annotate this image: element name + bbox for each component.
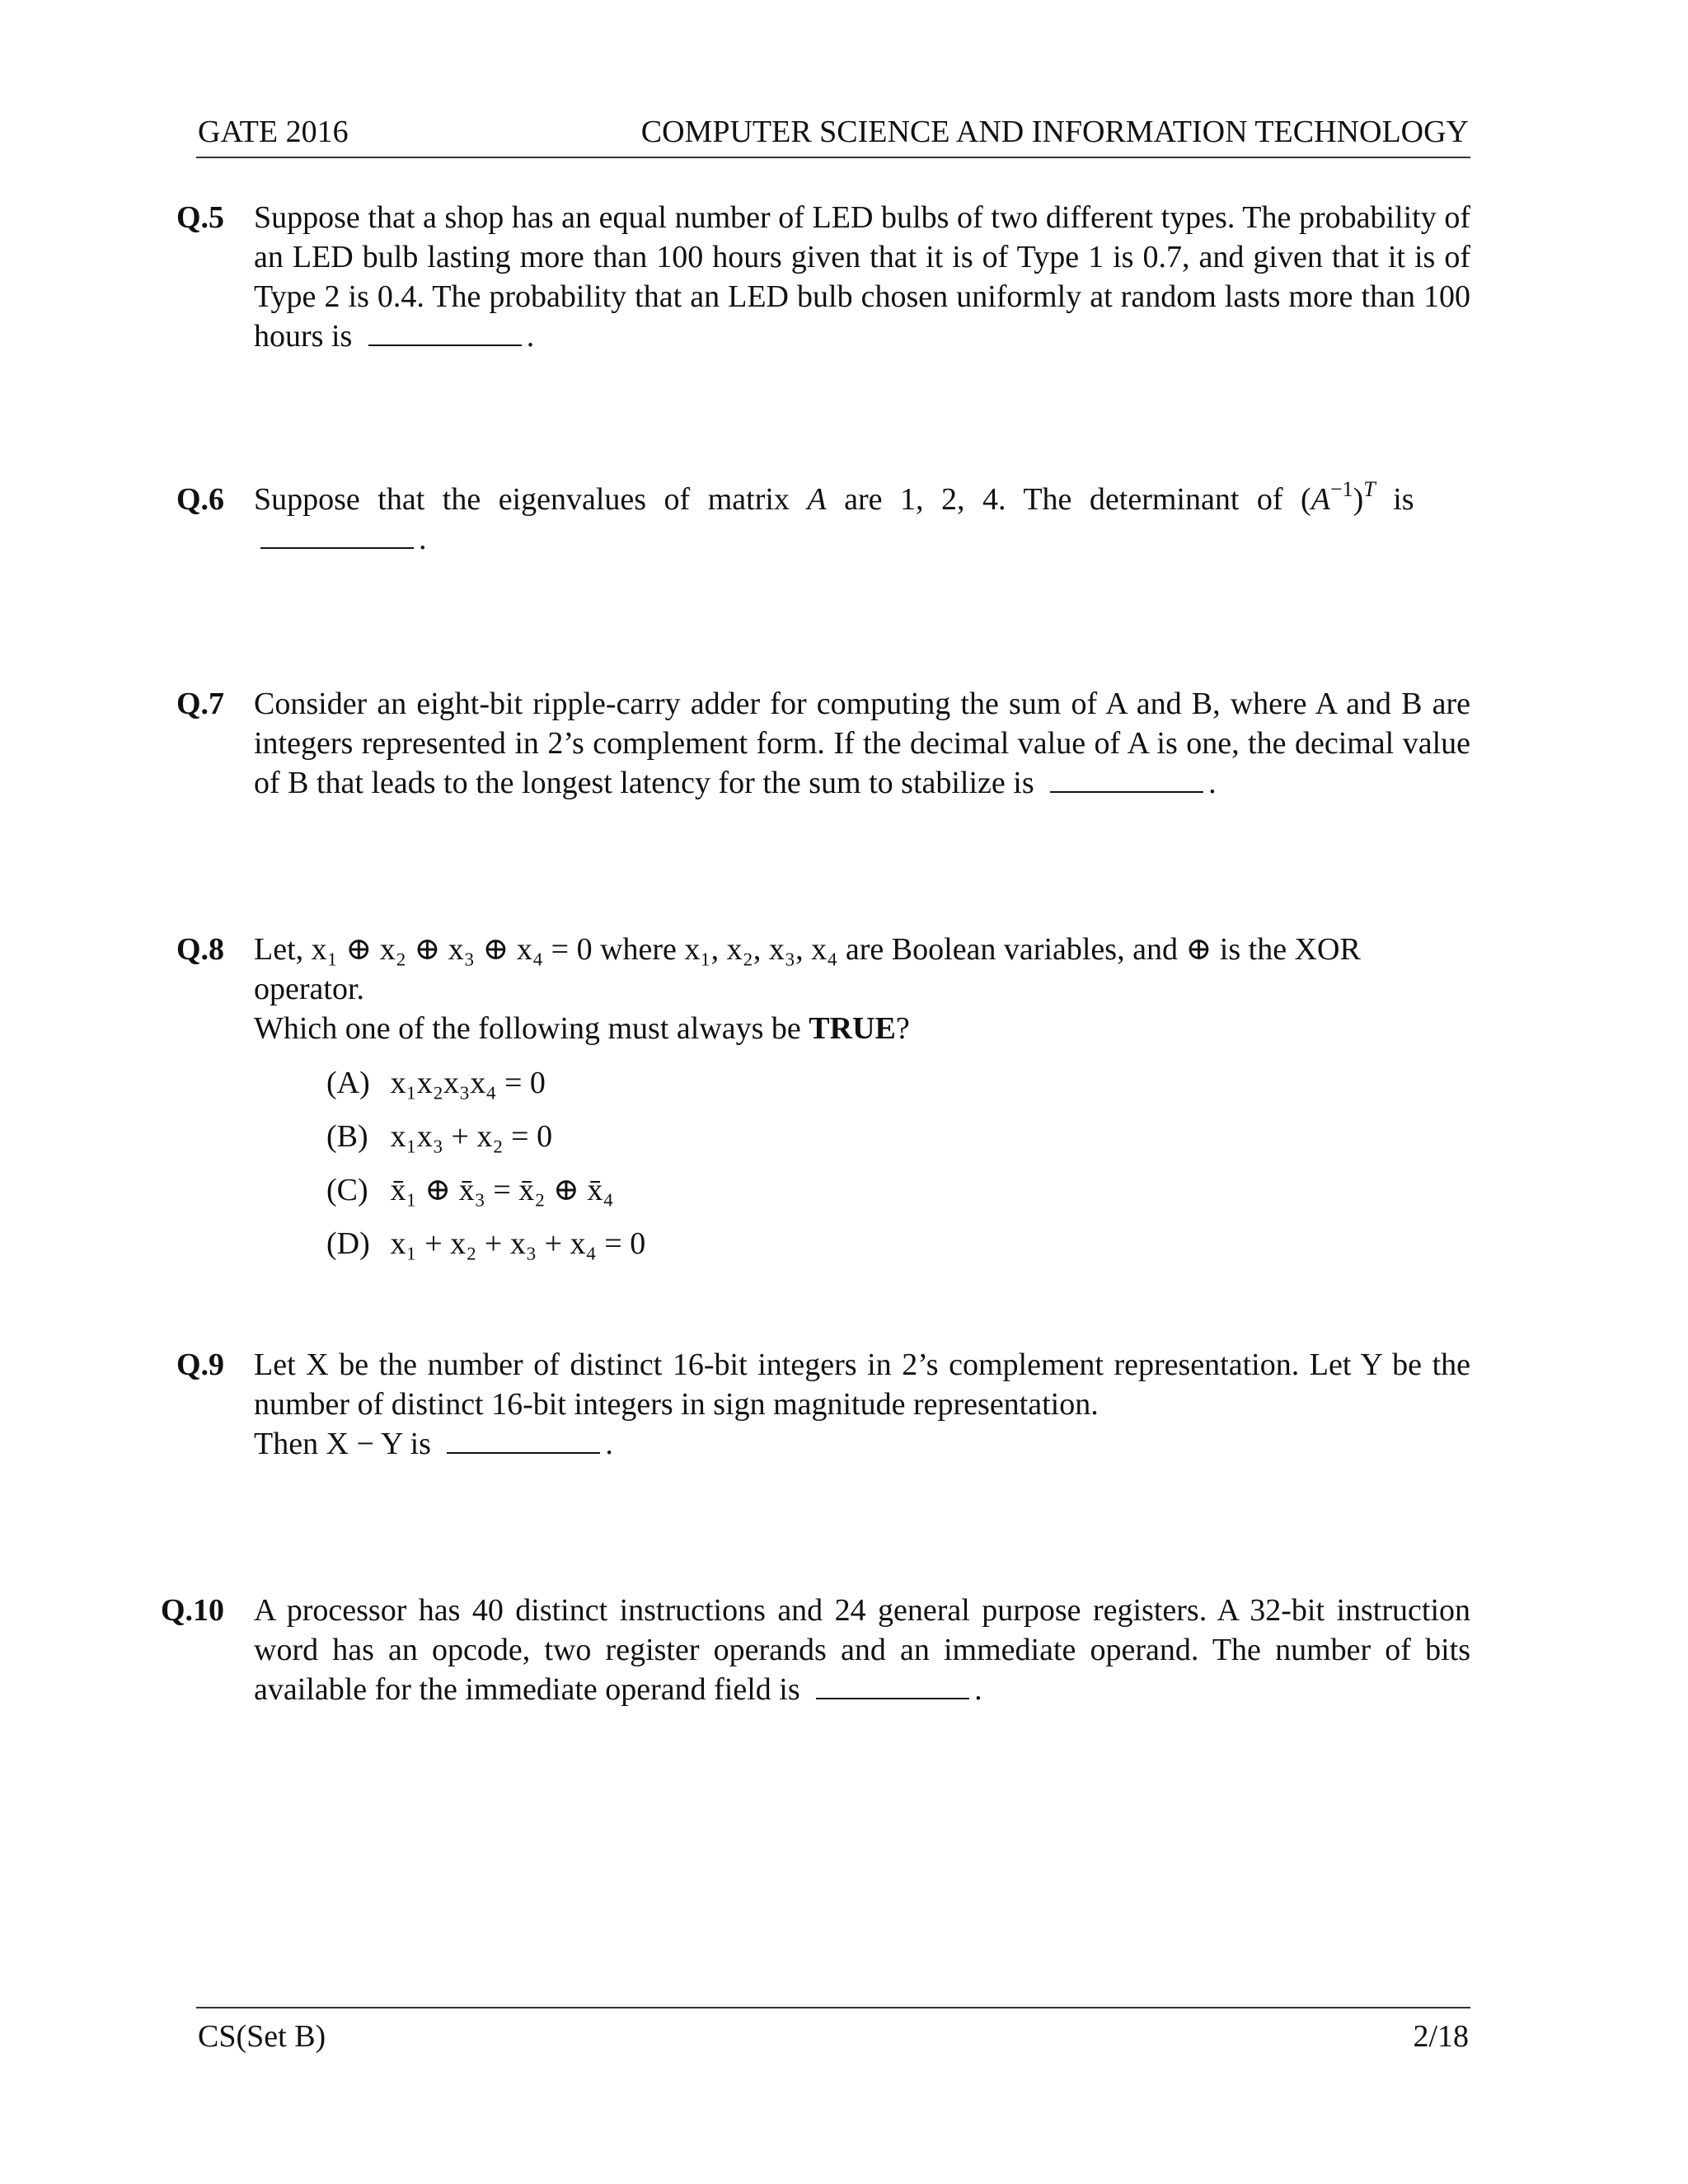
- answer-blank[interactable]: [447, 1427, 600, 1454]
- question-text-body: Suppose that a shop has an equal number of LED bulbs of two different types. The probability of an LED bulb lasting more than 100 hours given that it is of Type 1 is 0.7, and given that it is of Type 2 is 0.4. The probability that an LED bulb chosen uniformly at random lasts more than 100 hours is: [254, 200, 1470, 354]
- question-text-body: A processor has 40 distinct instructions and 24 general purpose registers. A 32-bit instruction word has an opcode, two register operands and an immediate operand. The number of bits available for the immediate operand field is: [254, 1593, 1470, 1707]
- option-text: x₁x₂x₃x₄ = 0: [390, 1066, 546, 1100]
- options-list: [326, 1057, 1470, 1271]
- question-text-post: is: [1393, 482, 1414, 517]
- answer-blank[interactable]: [260, 523, 414, 549]
- question-text-mid: are 1, 2, 4. The determinant of (: [844, 482, 1311, 517]
- question-number: Q.9: [176, 1347, 224, 1382]
- exam-name: GATE 2016: [198, 115, 349, 149]
- matrix-variable: A: [1311, 482, 1330, 517]
- option-c[interactable]: [326, 1164, 1470, 1217]
- question-number: Q.8: [176, 932, 224, 967]
- matrix-variable: A: [807, 482, 827, 517]
- option-label: (C): [326, 1173, 368, 1207]
- question-number: Q.5: [176, 200, 224, 235]
- option-label: (B): [326, 1119, 368, 1154]
- question-number: Q.6: [176, 482, 224, 517]
- emphasis-true: TRUE: [809, 1011, 896, 1046]
- transpose-exponent: T: [1363, 477, 1376, 501]
- question-line-2-text: Which one of the following must always be: [254, 1011, 801, 1046]
- paper-title: COMPUTER SCIENCE AND INFORMATION TECHNOLOGY: [640, 115, 1469, 149]
- question-mark: ?: [895, 1011, 910, 1046]
- question-text: Suppose that the eigenvalues of matrix A are 1, 2, 4. The determinant of $(A^{-1})^T$ is .: [254, 477, 1414, 556]
- page-number: 2/18: [1413, 2019, 1469, 2054]
- set-label: CS(Set B): [198, 2019, 326, 2054]
- question-then-line: Then X − Y is: [254, 1427, 431, 1461]
- question-text: Consider an eight-bit ripple-carry adder for computing the sum of A and B, where A and B are integers represented in 2’s complement form. If the decimal value of A is one, the decimal value of B that leads to the longest latency for the sum to stabilize is .: [254, 687, 1470, 800]
- closing-paren: ): [1353, 482, 1364, 517]
- question-text-pre: Suppose that the eigenvalues of matrix: [254, 482, 790, 517]
- answer-blank[interactable]: [368, 320, 522, 346]
- question-text: Let X be the number of distinct 16-bit integers in 2’s complement representation. Let Y be the number of distinct 16-bit integers in sign magnitude representation. Then X − Y is .: [254, 1347, 1470, 1461]
- page-footer: [196, 2007, 1470, 2068]
- page-header: [196, 114, 1470, 158]
- option-label: (D): [326, 1226, 370, 1261]
- question-text: A processor has 40 distinct instructions and 24 general purpose registers. A 32-bit instruction word has an opcode, two register operands and an immediate operand. The number of bits available for the immediate operand field is .: [254, 1593, 1470, 1707]
- inverse-exponent: −1: [1329, 477, 1353, 501]
- question-number: Q.7: [176, 687, 224, 721]
- option-label: (A): [326, 1066, 370, 1100]
- question-line-1: Let, x₁ ⊕ x₂ ⊕ x₃ ⊕ x₄ = 0 where x₁, x₂, x₃, x₄ are Boolean variables, and ⊕ is the XOR operator.: [254, 932, 1361, 1006]
- option-b[interactable]: [326, 1110, 1470, 1164]
- option-a[interactable]: [326, 1057, 1470, 1110]
- option-text: x̄₁ ⊕ x̄₃ = x̄₂ ⊕ x̄₄: [390, 1173, 614, 1207]
- question-text: Suppose that a shop has an equal number of LED bulbs of two different types. The probability of an LED bulb lasting more than 100 hours given that it is of Type 1 is 0.7, and given that it is of Type 2 is 0.4. The probability that an LED bulb chosen uniformly at random lasts more than 100 hours is .: [254, 200, 1470, 354]
- option-text: x₁ + x₂ + x₃ + x₄ = 0: [390, 1226, 646, 1261]
- answer-blank[interactable]: [1050, 766, 1203, 793]
- question-line-2: [254, 1009, 1470, 1048]
- option-d[interactable]: [326, 1217, 1470, 1271]
- option-text: x₁x₃ + x₂ = 0: [390, 1119, 553, 1154]
- question-text-body: Consider an eight-bit ripple-carry adder for computing the sum of A and B, where A and B are integers represented in 2’s complement form. If the decimal value of A is one, the decimal value of B that leads to the longest latency for the sum to stabilize is: [254, 687, 1470, 800]
- question-number: Q.10: [160, 1593, 224, 1628]
- question-text-body: Let X be the number of distinct 16-bit integers in 2’s complement representation. Let Y be the number of distinct 16-bit integers in sign magnitude representation.: [254, 1347, 1470, 1422]
- question-text: [254, 930, 1470, 1271]
- answer-blank[interactable]: [816, 1673, 969, 1699]
